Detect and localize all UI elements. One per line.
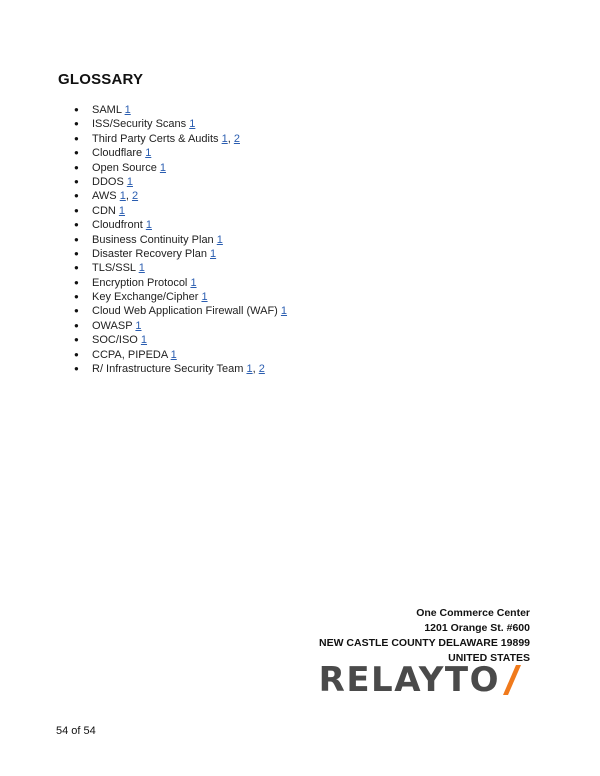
glossary-term: SAML (92, 104, 122, 116)
page-ref-link[interactable]: 1 (124, 104, 131, 116)
glossary-item (70, 204, 287, 218)
glossary-term: Business Continuity Plan (92, 233, 214, 246)
page-ref-link[interactable]: 1 (246, 363, 253, 376)
page-title: GLOSSARY (58, 71, 144, 88)
glossary-term: ISS/Security Scans (92, 118, 187, 131)
page-ref-link[interactable]: 1 (140, 334, 148, 347)
ref-separator: , (227, 132, 234, 145)
bullet-icon: ● (74, 148, 79, 158)
glossary-item (70, 189, 287, 203)
bullet-icon: ● (74, 263, 79, 273)
glossary-item (70, 247, 287, 261)
glossary-term: Cloud Web Application Firewall (WAF) (92, 305, 278, 318)
page-ref-link[interactable]: 1 (221, 132, 228, 145)
glossary-term: SOC/ISO (92, 334, 138, 347)
glossary-item (70, 103, 287, 117)
glossary-term: CDN (92, 204, 116, 217)
glossary-item (70, 117, 287, 131)
address-line-3: NEW CASTLE COUNTY DELAWARE 19899 (318, 637, 530, 649)
logo-slash-icon (502, 663, 522, 697)
bullet-icon: ● (74, 176, 79, 186)
page-ref-link[interactable]: 1 (126, 175, 133, 188)
glossary-item (70, 261, 287, 275)
glossary-term: Encryption Protocol (92, 276, 191, 289)
glossary-term: OWASP (92, 319, 133, 332)
address-line-1: One Commerce Center (416, 607, 530, 619)
glossary-item (70, 132, 287, 146)
page-ref-link[interactable]: 1 (159, 161, 167, 174)
ref-separator: , (252, 363, 259, 376)
company-address (319, 606, 530, 666)
glossary-item (70, 233, 287, 247)
glossary-item (70, 304, 287, 318)
page-ref-link[interactable]: 1 (189, 118, 196, 131)
page-ref-link[interactable]: 1 (145, 147, 152, 160)
bullet-icon: ● (74, 119, 79, 129)
glossary-term: Cloudfront (92, 219, 143, 232)
page-ref-link[interactable]: 1 (145, 219, 152, 232)
ref-separator: , (125, 190, 132, 203)
glossary-item (70, 348, 287, 362)
glossary-item (70, 333, 287, 347)
relayto-logo (319, 660, 522, 700)
glossary-term: Key Exchange/Cipher (92, 291, 202, 304)
address-line-4: UNITED STATES (448, 652, 530, 664)
page-ref-link[interactable]: 2 (258, 363, 265, 376)
page-ref-link[interactable]: 1 (135, 319, 142, 332)
bullet-icon: ● (74, 248, 79, 258)
page-ref-link[interactable]: 1 (119, 190, 126, 203)
glossary-item (70, 319, 287, 333)
bullet-icon: ● (74, 162, 79, 172)
bullet-icon: ● (74, 320, 79, 330)
glossary-item (70, 362, 287, 376)
bullet-icon: ● (74, 349, 79, 359)
page-ref-link[interactable]: 1 (201, 291, 208, 304)
glossary-item (70, 175, 287, 189)
glossary-term: R/ Infrastructure Security Team (92, 363, 244, 376)
bullet-icon: ● (74, 234, 79, 244)
bullet-icon: ● (74, 205, 79, 215)
glossary-term: Disaster Recovery Plan (92, 247, 207, 260)
logo-text: RELAYTO (318, 660, 500, 700)
glossary-term: CCPA, PIPEDA (92, 348, 168, 361)
glossary-term: AWS (92, 190, 117, 203)
bullet-icon: ● (74, 133, 79, 143)
bullet-icon: ● (74, 292, 79, 302)
page-ref-link[interactable]: 1 (210, 247, 217, 260)
bullet-icon: ● (74, 306, 79, 316)
bullet-icon: ● (74, 277, 79, 287)
bullet-icon: ● (74, 220, 79, 230)
glossary-item (70, 290, 287, 304)
bullet-icon: ● (74, 335, 79, 345)
page-ref-link[interactable]: 2 (131, 190, 139, 203)
glossary-item (70, 218, 287, 232)
page-ref-link[interactable]: 1 (118, 204, 126, 217)
glossary-term: Cloudflare (92, 147, 143, 160)
glossary-item (70, 161, 287, 175)
glossary-term: TLS/SSL (92, 262, 136, 275)
page-ref-link[interactable]: 1 (190, 276, 197, 289)
glossary-term: DDOS (92, 175, 124, 188)
glossary-item (70, 276, 287, 290)
address-line-2: 1201 Orange St. #600 (424, 622, 530, 634)
bullet-icon: ● (74, 105, 79, 114)
page-ref-link[interactable]: 1 (280, 305, 288, 318)
page-ref-link[interactable]: 1 (216, 233, 223, 246)
page-number: 54 of 54 (56, 725, 96, 737)
glossary-term: Open Source (92, 161, 157, 174)
page-ref-link[interactable]: 2 (233, 132, 240, 145)
bullet-icon: ● (74, 364, 79, 374)
page-ref-link[interactable]: 1 (170, 348, 177, 361)
glossary-list (70, 103, 287, 376)
bullet-icon: ● (74, 191, 79, 201)
glossary-term: Third Party Certs & Audits (92, 132, 219, 145)
glossary-item (70, 146, 287, 160)
page-ref-link[interactable]: 1 (138, 262, 145, 275)
